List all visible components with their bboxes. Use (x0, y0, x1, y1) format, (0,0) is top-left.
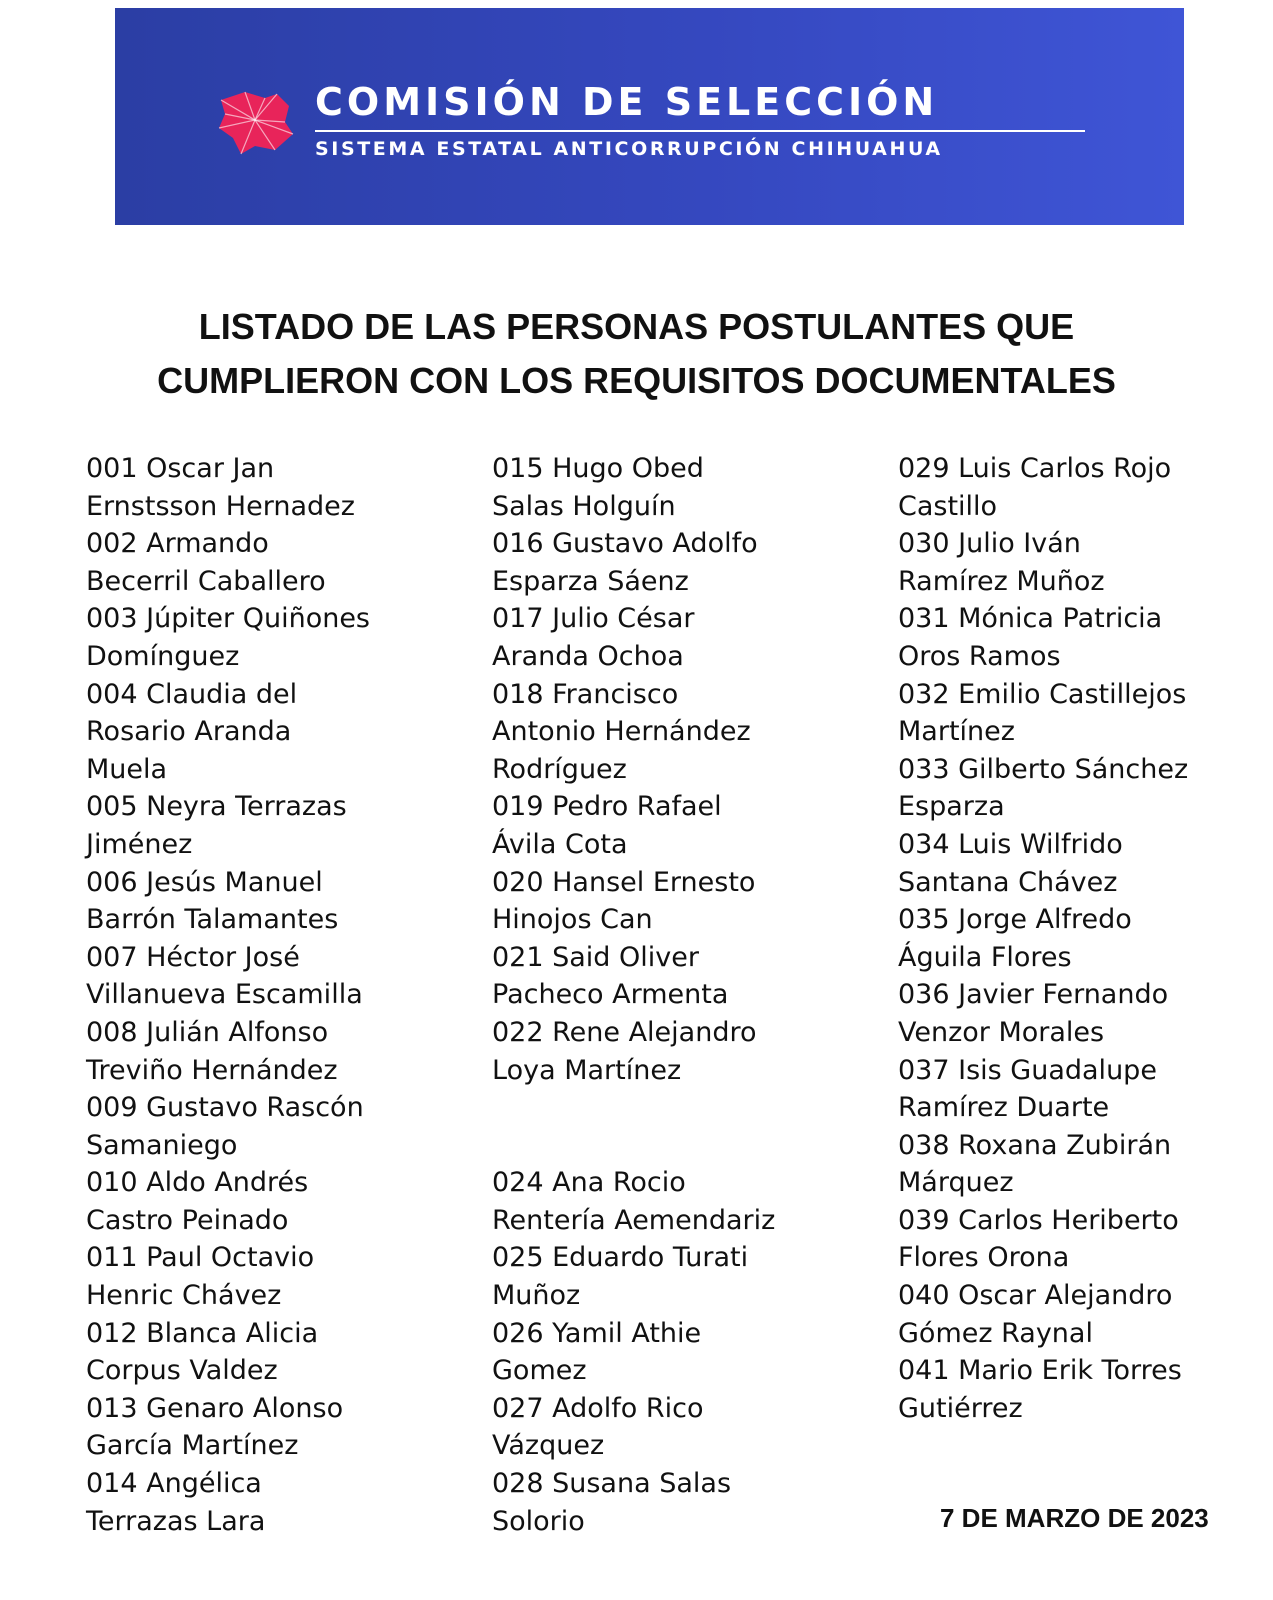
applicant-entry (86, 1014, 476, 1089)
applicant-line: 035 Jorge Alfredo (898, 904, 1132, 936)
applicants-column-3 (898, 450, 1268, 1427)
applicant-line: Solorio (492, 1505, 585, 1537)
document-title-line-1: LISTADO DE LAS PERSONAS POSTULANTES QUE (198, 306, 1075, 347)
applicant-entry (86, 788, 476, 863)
applicant-line: Corpus Valdez (86, 1355, 278, 1387)
applicant-entry (898, 1052, 1268, 1127)
applicant-entry (492, 1164, 882, 1239)
applicant-line: Gomez (492, 1355, 587, 1387)
chihuahua-map-logo-icon (215, 88, 295, 156)
applicant-line: 010 Aldo Andrés (86, 1167, 309, 1199)
applicant-line: 011 Paul Octavio (86, 1242, 315, 1274)
applicant-line: 004 Claudia del (86, 678, 298, 710)
applicant-line: 039 Carlos Heriberto (898, 1204, 1179, 1236)
applicant-line: 017 Julio César (492, 603, 695, 635)
applicant-entry (492, 1390, 882, 1465)
applicant-entry (492, 1465, 882, 1540)
applicant-line: 033 Gilberto Sánchez (898, 753, 1189, 785)
applicant-entry (492, 1315, 882, 1390)
applicant-entry (492, 939, 882, 1014)
applicant-line: 014 Angélica (86, 1468, 262, 1500)
applicant-line: Ramírez Muñoz (898, 565, 1105, 597)
applicant-line: 006 Jesús Manuel (86, 866, 323, 898)
applicant-entry (898, 901, 1268, 976)
applicant-line: Oros Ramos (898, 640, 1061, 672)
applicant-entry (86, 1465, 476, 1540)
applicant-line: Márquez (898, 1167, 1014, 1199)
applicant-line: Becerril Caballero (86, 565, 326, 597)
applicant-entry (86, 1089, 476, 1164)
applicant-line: García Martínez (86, 1430, 299, 1462)
applicant-line: 015 Hugo Obed (492, 453, 704, 484)
applicant-line: 008 Julián Alfonso (86, 1016, 329, 1048)
applicant-line: Terrazas Lara (86, 1505, 266, 1537)
applicant-entry (492, 525, 882, 600)
applicant-line: Ávila Cota (492, 828, 628, 860)
applicant-line: 002 Armando (86, 528, 269, 560)
applicant-entry (898, 525, 1268, 600)
applicant-line: 003 Júpiter Quiñones (86, 603, 371, 635)
applicant-line: 013 Genaro Alonso (86, 1392, 344, 1424)
applicant-line: Muela (86, 753, 168, 785)
applicant-line: Rentería Aemendariz (492, 1204, 776, 1236)
document-date: 7 DE MARZO DE 2023 (940, 1503, 1209, 1533)
applicant-line: Castillo (898, 490, 998, 522)
applicant-line: Salas Holguín (492, 490, 676, 522)
document-title-line-2: CUMPLIERON CON LOS REQUISITOS DOCUMENTALES (157, 360, 1116, 401)
applicant-entry (86, 525, 476, 600)
applicant-entry (492, 864, 882, 939)
applicants-column-1 (86, 450, 476, 1540)
applicant-entry (492, 1014, 882, 1089)
applicant-line: 037 Isis Guadalupe (898, 1054, 1157, 1086)
applicant-line: 034 Luis Wilfrido (898, 828, 1123, 860)
applicant-entry (898, 1202, 1268, 1277)
applicant-entry (898, 1277, 1268, 1352)
banner-divider (315, 130, 1085, 132)
applicant-entry (492, 676, 882, 789)
applicant-line: Santana Chávez (898, 866, 1118, 898)
applicant-entry (898, 450, 1268, 525)
applicant-line: Treviño Hernández (86, 1054, 338, 1086)
applicant-line: 036 Javier Fernando (898, 979, 1169, 1011)
applicant-line: 028 Susana Salas (492, 1468, 732, 1500)
applicant-line: Castro Peinado (86, 1204, 289, 1236)
applicant-line: 022 Rene Alejandro (492, 1016, 757, 1048)
applicant-line: 024 Ana Rocio (492, 1167, 686, 1199)
applicant-entry (86, 1239, 476, 1314)
applicant-line: Samaniego (86, 1129, 238, 1161)
applicant-line: 020 Hansel Ernesto (492, 866, 756, 898)
applicant-line: Antonio Hernández (492, 716, 751, 748)
applicant-entry (492, 450, 882, 525)
applicant-line: Pacheco Armenta (492, 979, 729, 1011)
applicant-line: Villanueva Escamilla (86, 979, 363, 1011)
applicant-entry (86, 864, 476, 939)
banner-title: COMISIÓN DE SELECCIÓN (315, 80, 939, 124)
applicant-entry (898, 600, 1268, 675)
applicant-line: Ramírez Duarte (898, 1092, 1110, 1124)
applicant-line: Venzor Morales (898, 1016, 1105, 1048)
applicants-column-2 (492, 450, 882, 1540)
applicant-entry (898, 826, 1268, 901)
applicant-line: 026 Yamil Athie (492, 1317, 702, 1349)
applicant-line: 021 Said Oliver (492, 941, 699, 973)
applicant-line: 031 Mónica Patricia (898, 603, 1163, 635)
applicant-line: 009 Gustavo Rascón (86, 1092, 364, 1124)
applicant-line: 027 Adolfo Rico (492, 1392, 704, 1424)
applicant-entry (86, 1315, 476, 1390)
applicant-line: Loya Martínez (492, 1054, 682, 1086)
banner-subtitle: SISTEMA ESTATAL ANTICORRUPCIÓN CHIHUAHUA (315, 138, 943, 160)
applicant-line: Esparza (898, 791, 1005, 823)
applicant-entry (898, 751, 1268, 826)
applicant-entry (492, 788, 882, 863)
applicant-entry (492, 1239, 882, 1314)
applicant-line: 001 Oscar Jan (86, 453, 275, 484)
applicant-line: 025 Eduardo Turati (492, 1242, 749, 1274)
applicant-line: Henric Chávez (86, 1280, 282, 1312)
applicant-line: Gutiérrez (898, 1392, 1023, 1424)
applicant-line: 030 Julio Iván (898, 528, 1081, 560)
applicant-line: Barrón Talamantes (86, 904, 339, 936)
header-banner (115, 8, 1184, 225)
applicant-line: Flores Orona (898, 1242, 1070, 1274)
applicant-line: 029 Luis Carlos Rojo (898, 453, 1172, 484)
applicant-entry (86, 939, 476, 1014)
applicant-line: 019 Pedro Rafael (492, 791, 722, 823)
list-gap (492, 1089, 882, 1164)
applicant-entry (86, 1164, 476, 1239)
applicant-entry (898, 1127, 1268, 1202)
applicant-line: Vázquez (492, 1430, 605, 1462)
applicant-line: Esparza Sáenz (492, 565, 689, 597)
applicant-line: 032 Emilio Castillejos (898, 678, 1187, 710)
applicant-entry (898, 976, 1268, 1051)
applicant-line: Aranda Ochoa (492, 640, 684, 672)
applicant-line: 018 Francisco (492, 678, 679, 710)
applicant-line: 007 Héctor José (86, 941, 300, 973)
applicant-line: 038 Roxana Zubirán (898, 1129, 1172, 1161)
applicant-entry (86, 676, 476, 789)
applicant-entry (86, 450, 476, 525)
applicant-entry (86, 600, 476, 675)
applicant-entry (898, 1352, 1268, 1427)
applicant-line: Martínez (898, 716, 1015, 748)
applicant-line: Domínguez (86, 640, 240, 672)
applicant-line: Rosario Aranda (86, 716, 292, 748)
applicant-line: 040 Oscar Alejandro (898, 1280, 1173, 1312)
applicant-line: Gómez Raynal (898, 1317, 1093, 1349)
applicant-line: Hinojos Can (492, 904, 653, 936)
applicant-line: 041 Mario Erik Torres (898, 1355, 1182, 1387)
applicant-line: Muñoz (492, 1280, 581, 1312)
applicant-line: 012 Blanca Alicia (86, 1317, 319, 1349)
applicant-line: 005 Neyra Terrazas (86, 791, 347, 823)
applicant-entry (492, 600, 882, 675)
applicant-entry (86, 1390, 476, 1465)
applicant-line: Águila Flores (898, 941, 1072, 973)
applicant-line: 016 Gustavo Adolfo (492, 528, 758, 560)
document-title (0, 300, 1273, 408)
applicant-line: Ernstsson Hernadez (86, 490, 355, 522)
applicant-entry (898, 676, 1268, 751)
applicant-line: Rodríguez (492, 753, 627, 785)
applicant-line: Jiménez (86, 828, 193, 860)
